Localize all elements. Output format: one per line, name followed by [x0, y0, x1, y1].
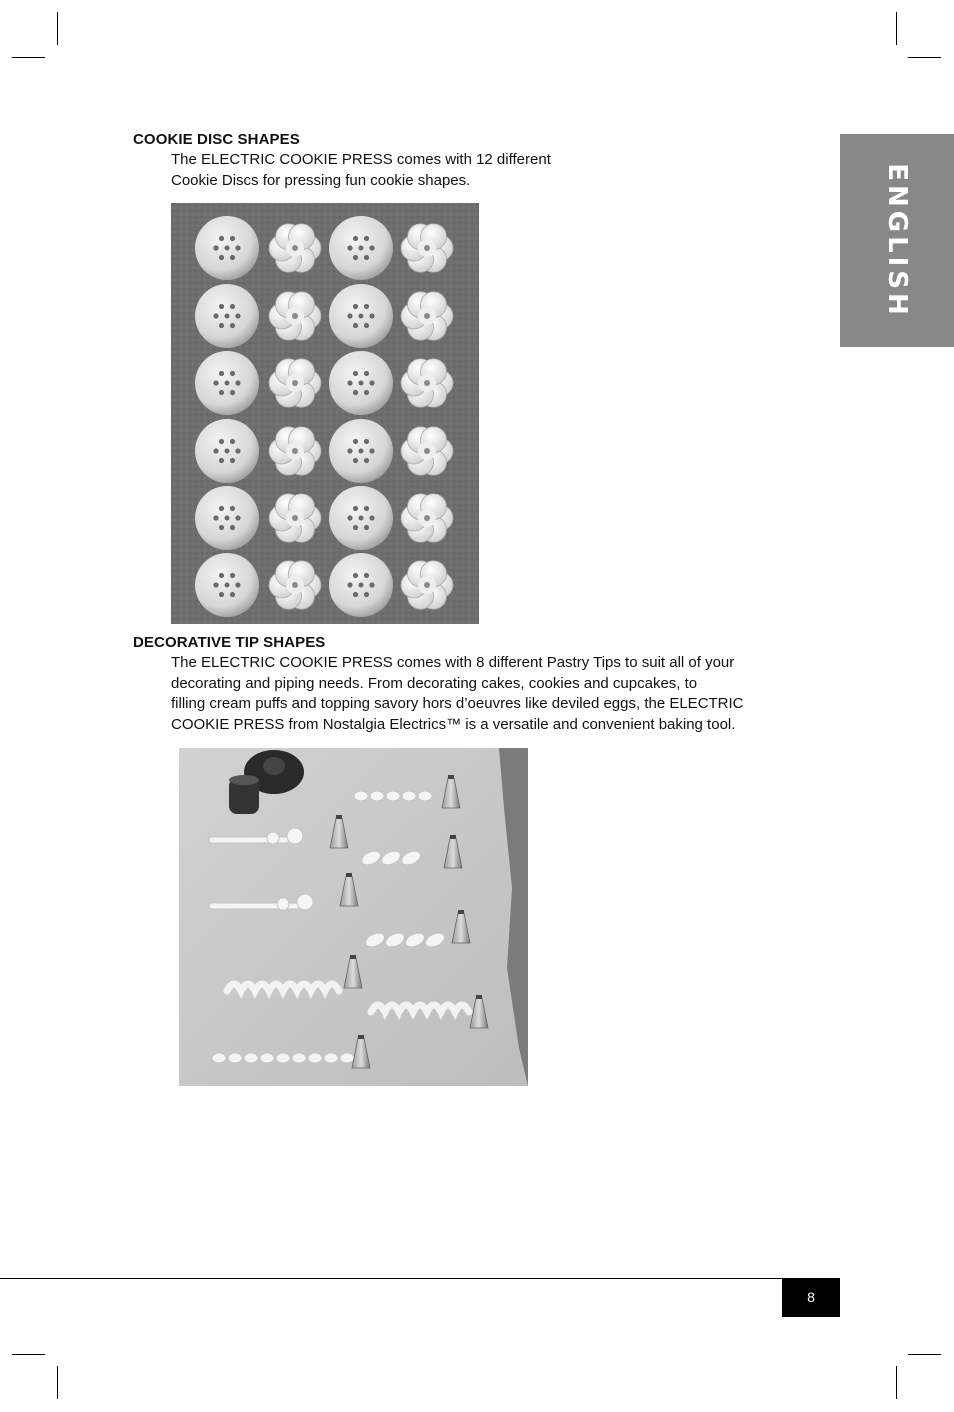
- cookie-disc-paragraph: [171, 150, 551, 191]
- pressed-cookie: [401, 561, 453, 610]
- pastry-tips-photo: [179, 748, 528, 1086]
- language-tab: [840, 134, 954, 347]
- pressed-cookie: [401, 359, 453, 408]
- pressed-cookie: [401, 494, 453, 543]
- pressed-cookie: [269, 359, 321, 408]
- crop-mark: [12, 57, 45, 58]
- paragraph-line: The ELECTRIC COOKIE PRESS comes with 8 different Pastry Tips to suit all of your: [171, 654, 735, 671]
- paragraph-line: COOKIE PRESS from Nostalgia Electrics™ is a versatile and convenient baking tool.: [171, 715, 736, 733]
- cookie-disc-photo: [171, 203, 479, 624]
- pressed-cookie: [269, 561, 321, 610]
- pressed-cookie: [401, 224, 453, 273]
- crop-mark: [12, 1354, 45, 1355]
- cookie-disc: [195, 486, 259, 550]
- piping-sample: [212, 1053, 354, 1063]
- cookie-disc-heading: COOKIE DISC SHAPES: [133, 131, 300, 148]
- pressed-cookie: [269, 224, 321, 273]
- crop-mark: [896, 1366, 897, 1399]
- pressed-cookie: [401, 292, 453, 341]
- cookie-disc: [329, 486, 393, 550]
- cookie-disc: [195, 419, 259, 483]
- pressed-cookie: [269, 292, 321, 341]
- paragraph-line: filling cream puffs and topping savory hors d’oeuvres like deviled eggs, the ELECTRIC: [171, 695, 744, 712]
- language-tab-label: ENGLISH: [882, 162, 912, 319]
- crop-mark: [908, 57, 941, 58]
- pressed-cookie: [269, 427, 321, 476]
- cookie-disc: [195, 351, 259, 415]
- cookie-disc: [195, 284, 259, 348]
- cookie-disc: [329, 419, 393, 483]
- piping-sample: [354, 791, 432, 801]
- piping-sample: [227, 984, 339, 991]
- decorative-tip-paragraph: [171, 653, 744, 735]
- pressed-cookie: [269, 494, 321, 543]
- cookie-disc: [195, 216, 259, 280]
- crop-mark: [57, 1366, 58, 1399]
- page-number: 8: [782, 1278, 840, 1317]
- cookie-disc: [329, 351, 393, 415]
- cookie-disc: [329, 216, 393, 280]
- crop-mark: [896, 12, 897, 45]
- paragraph-line: The ELECTRIC COOKIE PRESS comes with 12 different: [171, 151, 551, 168]
- footer-rule: [0, 1278, 840, 1279]
- pressed-cookie: [401, 427, 453, 476]
- paragraph-line: decorating and piping needs. From decorating cakes, cookies and cupcakes, to: [171, 674, 698, 692]
- cookie-disc: [195, 553, 259, 617]
- decorative-tip-heading: DECORATIVE TIP SHAPES: [133, 634, 326, 651]
- crop-mark: [908, 1354, 941, 1355]
- crop-mark: [57, 12, 58, 45]
- paragraph-line: Cookie Discs for pressing fun cookie shapes.: [171, 171, 471, 189]
- cookie-disc: [329, 553, 393, 617]
- cookie-disc: [329, 284, 393, 348]
